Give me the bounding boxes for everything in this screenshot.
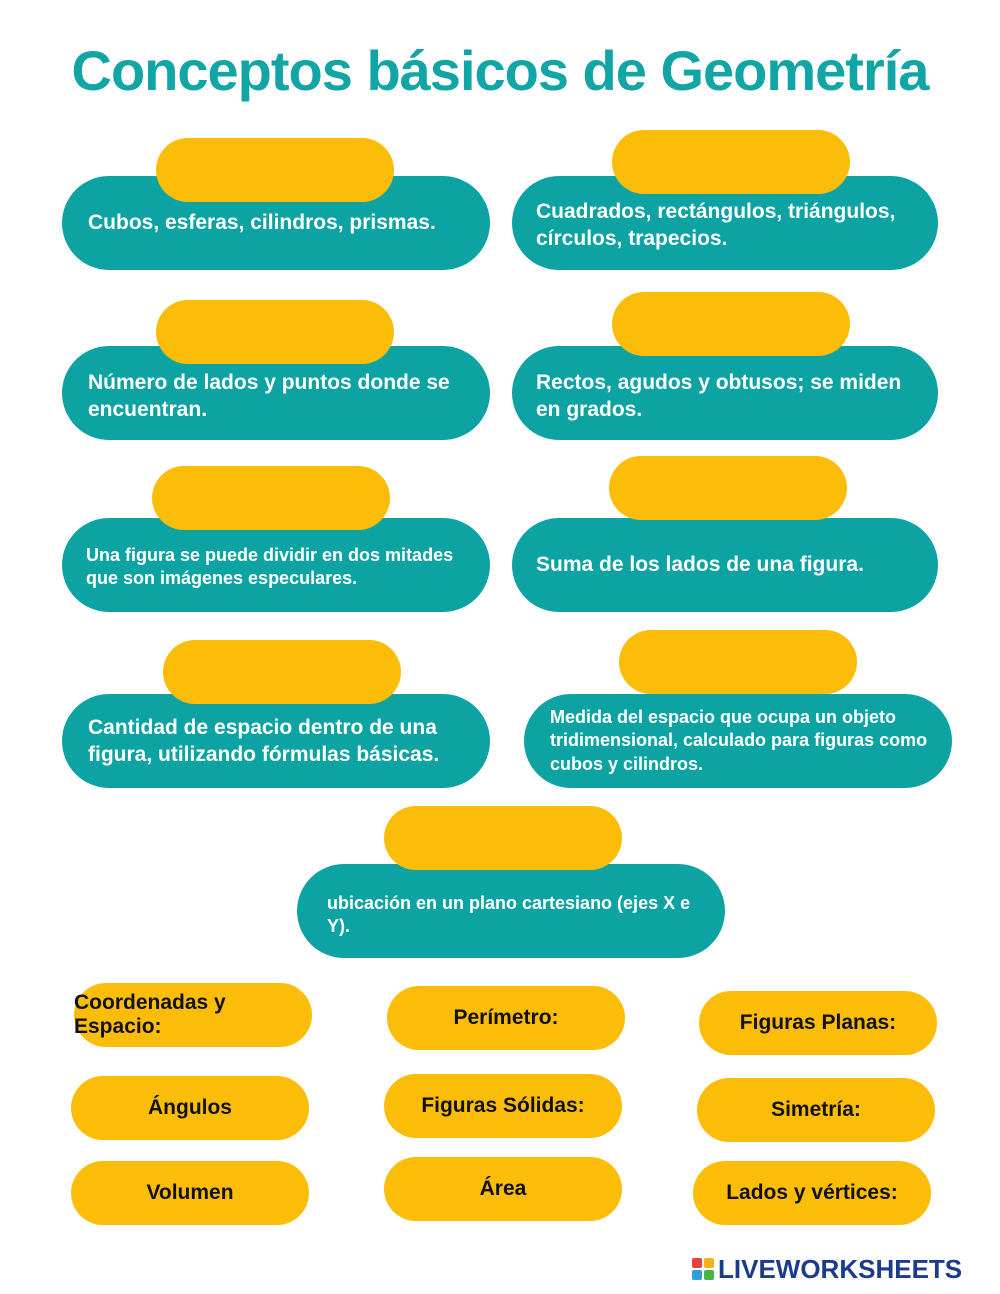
answer-option[interactable]: Figuras Sólidas: bbox=[384, 1074, 622, 1138]
answer-drop-slot[interactable] bbox=[612, 292, 850, 356]
answer-option[interactable]: Simetría: bbox=[697, 1078, 935, 1142]
answer-drop-slot[interactable] bbox=[152, 466, 390, 530]
definition-card bbox=[62, 518, 490, 612]
definition-text: Rectos, agudos y obtusos; se miden en grados. bbox=[536, 370, 902, 421]
definition-card bbox=[62, 694, 490, 788]
answer-drop-slot[interactable] bbox=[156, 300, 394, 364]
answer-option[interactable]: Coordenadas y Espacio: bbox=[74, 983, 312, 1047]
definition-text: Cantidad de espacio dentro de una figura, utilizando fórmulas básicas. bbox=[88, 715, 440, 766]
answer-option[interactable]: Ángulos bbox=[71, 1076, 309, 1140]
page-title: Conceptos básicos de Geometría bbox=[71, 39, 929, 102]
definition-text: Medida del espacio que ocupa un objeto tridimensional, calculado para figuras como cubos y cilindros. bbox=[550, 706, 928, 774]
answer-drop-slot[interactable] bbox=[609, 456, 847, 520]
liveworksheets-logo bbox=[692, 1252, 962, 1286]
answer-option[interactable]: Volumen bbox=[71, 1161, 309, 1225]
definition-text: Una figura se puede dividir en dos mitades que son imágenes especulares. bbox=[86, 544, 454, 588]
answer-option[interactable]: Lados y vértices: bbox=[693, 1161, 931, 1225]
answer-option[interactable]: Perímetro: bbox=[387, 986, 625, 1050]
answer-drop-slot[interactable] bbox=[384, 806, 622, 870]
answer-drop-slot[interactable] bbox=[612, 130, 850, 194]
definition-card bbox=[297, 864, 725, 958]
liveworksheets-logo-icon bbox=[692, 1258, 714, 1280]
answer-drop-slot[interactable] bbox=[619, 630, 857, 694]
definition-card bbox=[524, 694, 952, 788]
answer-drop-slot[interactable] bbox=[156, 138, 394, 202]
definition-card bbox=[512, 346, 938, 440]
brand-name: LIVEWORKSHEETS bbox=[718, 1253, 963, 1284]
definition-text: Cubos, esferas, cilindros, prismas. bbox=[88, 211, 436, 235]
definition-text: Número de lados y puntos donde se encuentran. bbox=[88, 370, 450, 421]
answer-option[interactable]: Figuras Planas: bbox=[699, 991, 937, 1055]
definition-text: Suma de los lados de una figura. bbox=[536, 553, 864, 577]
definition-card bbox=[512, 518, 938, 612]
answer-drop-slot[interactable] bbox=[163, 640, 401, 704]
definition-text: ubicación en un plano cartesiano (ejes X e Y). bbox=[327, 892, 691, 936]
answer-option[interactable]: Área bbox=[384, 1157, 622, 1221]
definition-text: Cuadrados, rectángulos, triángulos, círculos, trapecios. bbox=[536, 199, 896, 250]
